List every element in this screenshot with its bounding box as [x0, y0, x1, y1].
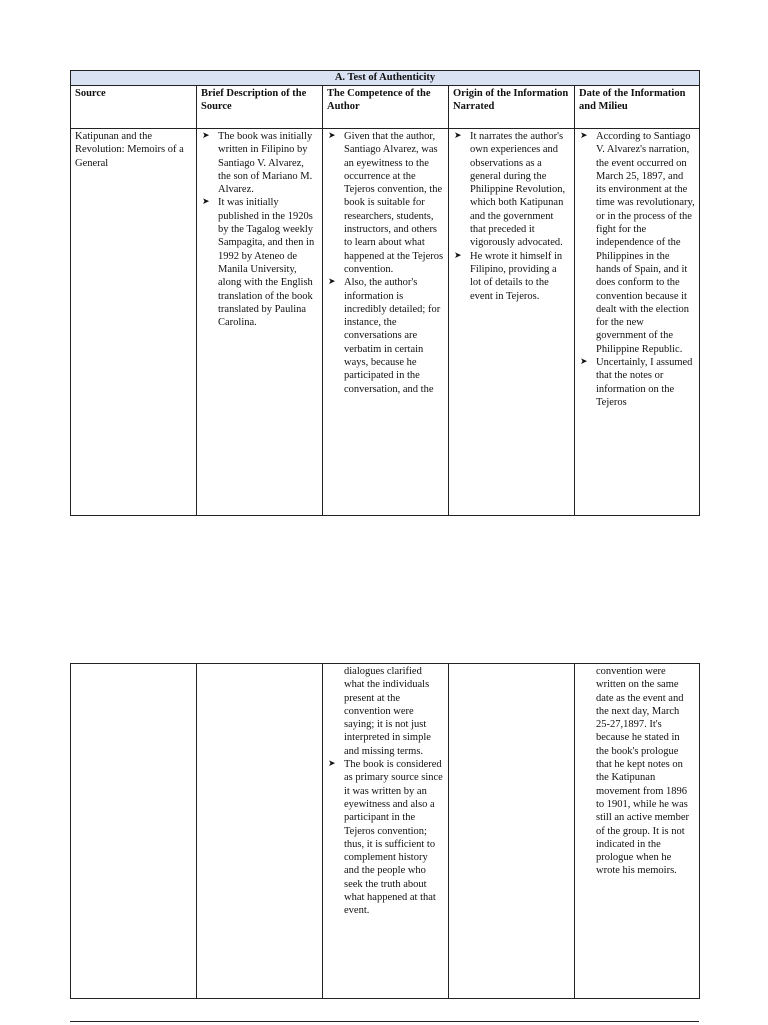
source-text: Katipunan and the Revolution: Memoirs of a General: [75, 131, 184, 169]
list-item: ➤ It narrates the author's own experiences and observations as a general during the Philippine Revolution, which both Katipunan and the government that preceded it vigorously advocated.: [453, 130, 570, 250]
competence-list: [327, 130, 444, 396]
list-item-continued: dialogues clarified what the individuals present at the convention were saying; it is not just interpreted in simple and missing terms.: [344, 666, 431, 757]
list-item: ➤ He wrote it himself in Filipino, providing a lot of details to the event in Tejeros.: [453, 250, 570, 303]
authenticity-table: [70, 70, 700, 516]
competence-list-continued: [327, 665, 444, 918]
section-title: A. Test of Authenticity: [71, 71, 700, 86]
cell-origin: [449, 129, 575, 516]
header-description: Brief Description of the Source: [197, 86, 323, 129]
authenticity-table-continued: [70, 663, 700, 999]
description-list: [201, 130, 318, 329]
cell-source: [71, 129, 197, 516]
next-table-edge: [70, 1021, 699, 1025]
header-source: Source: [71, 86, 197, 129]
cell-competence-continued: [323, 664, 449, 999]
header-date: Date of the Information and Milieu: [575, 86, 700, 129]
list-item: ➤ Also, the author's information is incredibly detailed; for instance, the conversations are verbatim in certain ways, because he participated in the conversation, and the: [327, 276, 444, 396]
cell-origin-empty: [449, 664, 575, 999]
list-item: ➤ According to Santiago V. Alvarez's narration, the event occurred on March 25, 1897, and its environment at the time was revolutionary, or in the process of the fight for the independence of the Philippines in the hands of Spain, and it does conform to the convention because it dealt with the election for the new government of the Philippine Republic.: [579, 130, 695, 356]
list-item: ➤ The book is considered as primary source since it was written by an eyewitness and also a participant in the Tejeros convention; thus, it is sufficient to complement history and the people who seek the truth about what happened at that event.: [327, 758, 444, 918]
list-item: ➤ It was initially published in the 1920s by the Tagalog weekly Sampagita, and then in 1992 by Ateneo de Manila University, along with the English translation of the book translated by Paulina Carolina.: [201, 196, 318, 329]
date-list-continued: [579, 665, 695, 878]
list-item: ➤ Given that the author, Santiago Alvarez, was an eyewitness to the occurrence at the Tejeros convention, the book is suitable for researchers, students, instructors, and others to learn about what happened at the Tejeros convention.: [327, 130, 444, 276]
cell-date: [575, 129, 700, 516]
cell-source-empty: [71, 664, 197, 999]
cell-date-continued: [575, 664, 700, 999]
cell-description: [197, 129, 323, 516]
list-item: ➤ Uncertainly, I assumed that the notes or information on the Tejeros: [579, 356, 695, 409]
header-origin: Origin of the Information Narrated: [449, 86, 575, 129]
list-item-continued: convention were written on the same date as the event and the next day, March 25-27,1897. It's because he stated in the book's prologue that he kept notes on the Katipunan movement from 1896 to 1901, while he was still an active member of the group. It is not indicated in the prologue when he wrote his memoirs.: [596, 666, 690, 877]
date-list: [579, 130, 695, 409]
header-competence: The Competence of the Author: [323, 86, 449, 129]
cell-description-empty: [197, 664, 323, 999]
list-item: ➤ The book was initially written in Filipino by Santiago V. Alvarez, the son of Mariano M. Alvarez.: [201, 130, 318, 196]
origin-list: [453, 130, 570, 303]
cell-competence: [323, 129, 449, 516]
